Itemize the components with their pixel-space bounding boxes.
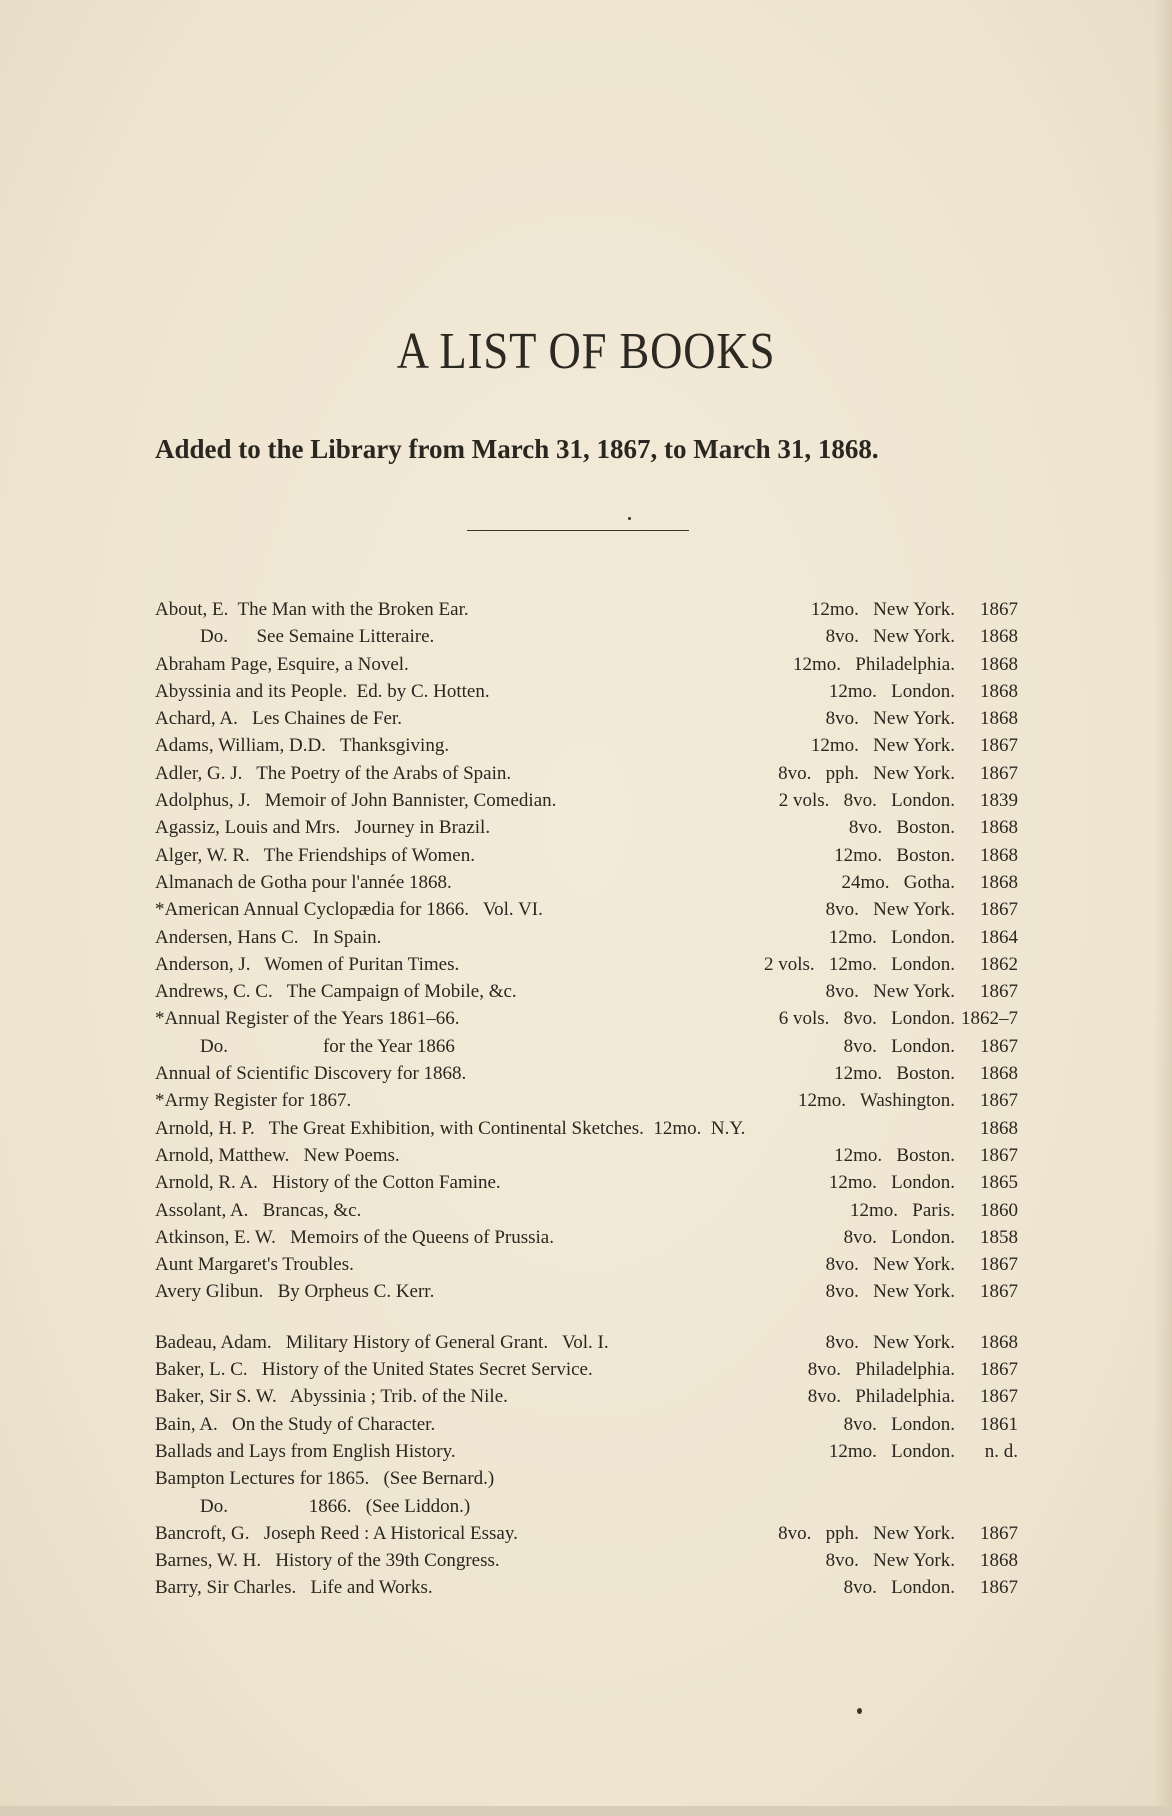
book-entry-description: About, E. The Man with the Broken Ear. bbox=[155, 599, 469, 620]
book-entry-format-place: 8vo. pph. New York. bbox=[778, 1522, 955, 1544]
book-entry-year: 1868 bbox=[980, 680, 1018, 702]
book-entry bbox=[155, 869, 1025, 896]
book-entry-description: *Army Register for 1867. bbox=[155, 1090, 352, 1112]
book-entry bbox=[155, 1493, 1025, 1520]
book-entry bbox=[155, 842, 1025, 869]
book-entry bbox=[155, 978, 1025, 1005]
section-gap bbox=[155, 1306, 1025, 1329]
book-entry bbox=[155, 1197, 1025, 1224]
book-entry bbox=[155, 1329, 1025, 1356]
book-entry-description: Do. See Semaine Litteraire. bbox=[200, 626, 435, 648]
book-entry-format-place: 12mo. London. bbox=[828, 1440, 955, 1462]
book-entry-year: 1868 bbox=[980, 1550, 1018, 1572]
book-entry bbox=[155, 651, 1025, 678]
book-entry-description: Andrews, C. C. The Campaign of Mobile, &c. bbox=[155, 981, 517, 1003]
book-entry-description: Alger, W. R. The Friendships of Women. bbox=[155, 844, 475, 866]
book-entry-format-place: 8vo. London. bbox=[843, 1226, 955, 1248]
book-entry-description: Do. 1866. (See Liddon.) bbox=[200, 1495, 471, 1517]
ink-speck bbox=[857, 1708, 862, 1714]
book-entry-description: Achard, A. Les Chaines de Fer. bbox=[155, 708, 402, 730]
book-entry-format-place: 8vo. London. bbox=[843, 1413, 955, 1435]
book-entry-description: Aunt Margaret's Troubles. bbox=[155, 1254, 354, 1276]
book-list bbox=[155, 596, 1025, 1602]
book-entry-description: Arnold, H. P. The Great Exhibition, with Continental Sketches. 12mo. N.Y. bbox=[155, 1117, 746, 1139]
book-entry-year: 1858 bbox=[980, 1226, 1018, 1248]
book-entry-description: Abyssinia and its People. Ed. by C. Hotten. bbox=[155, 680, 490, 702]
book-entry-description: Barnes, W. H. History of the 39th Congress. bbox=[155, 1550, 500, 1572]
book-entry bbox=[155, 814, 1025, 841]
book-entry-format-place: 8vo. Philadelphia. bbox=[807, 1359, 955, 1381]
book-entry-year: 1867 bbox=[980, 1035, 1018, 1057]
book-entry-format-place: 12mo. Boston. bbox=[834, 1063, 955, 1085]
book-entry-description: Annual of Scientific Discovery for 1868. bbox=[155, 1063, 467, 1085]
book-entry-format-place: 12mo. Boston. bbox=[834, 844, 955, 866]
book-entry-year: 1867 bbox=[980, 1090, 1018, 1112]
book-entry-format-place: 12mo. New York. bbox=[810, 599, 955, 620]
book-entry-description: Baker, L. C. History of the United States Secret Service. bbox=[155, 1359, 593, 1381]
book-entry bbox=[155, 1115, 1025, 1142]
book-entry-format-place: 8vo. New York. bbox=[825, 708, 955, 730]
book-entry-year: 1867 bbox=[980, 899, 1018, 921]
book-entry-description: Abraham Page, Esquire, a Novel. bbox=[155, 653, 409, 675]
book-entry-year: 1861 bbox=[980, 1413, 1018, 1435]
book-entry-format-place: 8vo. New York. bbox=[825, 1550, 955, 1572]
book-entry-description: Almanach de Gotha pour l'année 1868. bbox=[155, 871, 452, 893]
book-entry-year: 1867 bbox=[980, 1522, 1018, 1544]
book-entry-year: 1867 bbox=[980, 1254, 1018, 1276]
book-entry-description: Badeau, Adam. Military History of General Grant. Vol. I. bbox=[155, 1331, 609, 1353]
book-entry-year: 1868 bbox=[980, 653, 1018, 675]
book-entry-description: Barry, Sir Charles. Life and Works. bbox=[155, 1577, 433, 1599]
book-list-section-a bbox=[155, 596, 1025, 1306]
book-entry-format-place: 8vo. New York. bbox=[825, 1254, 955, 1276]
book-entry-format-place: 12mo. London. bbox=[828, 926, 955, 948]
book-entry-format-place: 8vo. London. bbox=[843, 1577, 955, 1599]
book-entry-year: 1864 bbox=[980, 926, 1018, 948]
book-list-section-b bbox=[155, 1329, 1025, 1602]
book-entry bbox=[155, 1520, 1025, 1547]
book-entry bbox=[155, 1278, 1025, 1305]
book-entry-year: 1862–7 bbox=[961, 1008, 1018, 1030]
book-entry bbox=[155, 1169, 1025, 1196]
page-edge-shadow bbox=[1154, 0, 1172, 1816]
book-entry-year: 1867 bbox=[980, 1359, 1018, 1381]
book-entry-format-place: 8vo. New York. bbox=[825, 626, 955, 648]
book-entry-format-place: 12mo. Philadelphia. bbox=[792, 653, 955, 675]
book-entry-year: 1868 bbox=[980, 708, 1018, 730]
book-entry-format-place: 12mo. London. bbox=[828, 1172, 955, 1194]
book-entry bbox=[155, 1033, 1025, 1060]
book-entry-year: 1867 bbox=[980, 981, 1018, 1003]
book-entry-format-place: 6 vols. 8vo. London. bbox=[778, 1008, 955, 1030]
book-entry-format-place: 8vo. New York. bbox=[825, 981, 955, 1003]
book-entry-format-place: 12mo. Boston. bbox=[834, 1144, 955, 1166]
book-entry-format-place: 8vo. New York. bbox=[825, 899, 955, 921]
book-entry-year: 1867 bbox=[980, 1577, 1018, 1599]
book-entry-year: 1867 bbox=[980, 1144, 1018, 1166]
book-entry-year: 1862 bbox=[980, 953, 1018, 975]
book-entry-description: Anderson, J. Women of Puritan Times. bbox=[155, 953, 460, 975]
book-entry-year: 1868 bbox=[980, 1331, 1018, 1353]
book-entry-format-place: 8vo. New York. bbox=[825, 1331, 955, 1353]
book-entry-year: n. d. bbox=[984, 1440, 1018, 1462]
book-entry bbox=[155, 896, 1025, 923]
book-entry bbox=[155, 787, 1025, 814]
book-entry bbox=[155, 623, 1025, 650]
book-entry-year: 1860 bbox=[980, 1199, 1018, 1221]
book-entry bbox=[155, 732, 1025, 759]
book-entry-description: Avery Glibun. By Orpheus C. Kerr. bbox=[155, 1281, 435, 1303]
book-entry-description: Atkinson, E. W. Memoirs of the Queens of Prussia. bbox=[155, 1226, 554, 1248]
book-entry-format-place: 12mo. New York. bbox=[810, 735, 955, 757]
book-entry-format-place: 2 vols. 12mo. London. bbox=[763, 953, 955, 975]
book-entry-description: Ballads and Lays from English History. bbox=[155, 1440, 456, 1462]
page-subtitle: Added to the Library from March 31, 1867, to March 31, 1868. bbox=[155, 434, 879, 464]
book-entry-format-place: 8vo. New York. bbox=[825, 1281, 955, 1303]
book-entry-description: Baker, Sir S. W. Abyssinia ; Trib. of the Nile. bbox=[155, 1386, 508, 1408]
book-entry bbox=[155, 1465, 1025, 1492]
book-entry-format-place: 8vo. Boston. bbox=[848, 817, 955, 839]
book-entry-description: Arnold, R. A. History of the Cotton Famine. bbox=[155, 1172, 501, 1194]
page-title: A LIST OF BOOKS bbox=[396, 323, 776, 380]
book-entry-year: 1868 bbox=[980, 871, 1018, 893]
book-entry bbox=[155, 1547, 1025, 1574]
book-entry-format-place: 12mo. Washington. bbox=[798, 1090, 955, 1112]
book-entry-year: 1867 bbox=[980, 1386, 1018, 1408]
ink-speck bbox=[628, 517, 631, 520]
book-entry-description: Andersen, Hans C. In Spain. bbox=[155, 926, 382, 948]
book-entry bbox=[155, 1224, 1025, 1251]
book-entry-format-place: 12mo. London. bbox=[828, 680, 955, 702]
book-entry-year: 1867 bbox=[980, 1281, 1018, 1303]
book-entry bbox=[155, 678, 1025, 705]
book-entry-format-place: 8vo. pph. New York. bbox=[778, 762, 955, 784]
book-entry-description: Assolant, A. Brancas, &c. bbox=[155, 1199, 362, 1221]
book-entry-format-place: 24mo. Gotha. bbox=[841, 871, 955, 893]
book-entry bbox=[155, 1005, 1025, 1032]
book-entry bbox=[155, 1356, 1025, 1383]
book-entry bbox=[155, 1438, 1025, 1465]
book-entry-description: Bain, A. On the Study of Character. bbox=[155, 1413, 436, 1435]
book-entry-format-place: 8vo. London. bbox=[843, 1035, 955, 1057]
book-entry-description: Bancroft, G. Joseph Reed : A Historical Essay. bbox=[155, 1522, 518, 1544]
book-entry bbox=[155, 1251, 1025, 1278]
book-entry-description: Agassiz, Louis and Mrs. Journey in Brazil. bbox=[155, 817, 491, 839]
book-entry-description: Adams, William, D.D. Thanksgiving. bbox=[155, 735, 450, 757]
book-entry-description: *American Annual Cyclopædia for 1866. Vol. VI. bbox=[155, 899, 543, 921]
book-entry-year: 1868 bbox=[980, 1117, 1018, 1139]
book-entry bbox=[155, 1087, 1025, 1114]
page-bottom-edge bbox=[0, 1806, 1172, 1816]
book-entry-description: Bampton Lectures for 1865. (See Bernard.) bbox=[155, 1468, 495, 1490]
book-entry-format-place: 2 vols. 8vo. London. bbox=[778, 790, 955, 812]
book-entry bbox=[155, 760, 1025, 787]
book-entry-format-place: 12mo. Paris. bbox=[849, 1199, 955, 1221]
book-entry bbox=[155, 1383, 1025, 1410]
book-entry bbox=[155, 1060, 1025, 1087]
book-entry bbox=[155, 1142, 1025, 1169]
book-entry-year: 1868 bbox=[980, 817, 1018, 839]
book-entry-year: 1867 bbox=[980, 599, 1018, 620]
book-entry-year: 1867 bbox=[980, 735, 1018, 757]
book-entry bbox=[155, 951, 1025, 978]
book-entry-description: Adolphus, J. Memoir of John Bannister, Comedian. bbox=[155, 790, 557, 812]
book-entry-year: 1867 bbox=[980, 762, 1018, 784]
book-entry-year: 1868 bbox=[980, 1063, 1018, 1085]
book-entry bbox=[155, 596, 1025, 623]
book-entry bbox=[155, 705, 1025, 732]
book-entry-description: *Annual Register of the Years 1861–66. bbox=[155, 1008, 460, 1030]
book-entry bbox=[155, 1411, 1025, 1438]
book-entry-year: 1868 bbox=[980, 626, 1018, 648]
book-entry-description: Adler, G. J. The Poetry of the Arabs of Spain. bbox=[155, 762, 512, 784]
title-divider bbox=[467, 530, 689, 531]
book-entry-year: 1839 bbox=[980, 790, 1018, 812]
book-entry-format-place: 8vo. Philadelphia. bbox=[807, 1386, 955, 1408]
book-entry-year: 1868 bbox=[980, 844, 1018, 866]
book-entry bbox=[155, 1574, 1025, 1601]
book-entry bbox=[155, 924, 1025, 951]
book-entry-year: 1865 bbox=[980, 1172, 1018, 1194]
book-entry-description: Do. for the Year 1866 bbox=[200, 1035, 455, 1057]
book-entry-description: Arnold, Matthew. New Poems. bbox=[155, 1144, 400, 1166]
